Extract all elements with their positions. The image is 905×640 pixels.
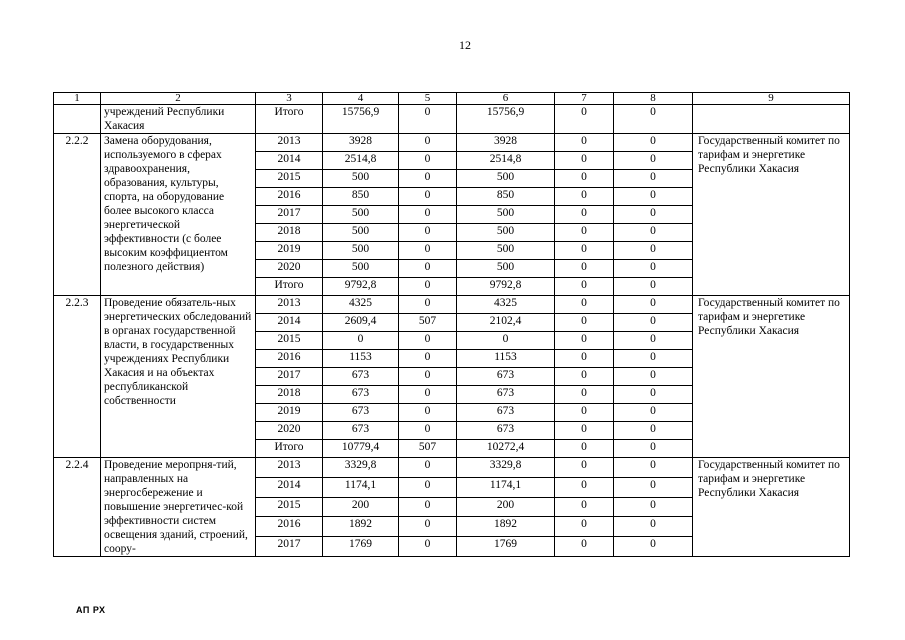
federal-cell: 0 (399, 497, 457, 517)
year-cell: 2015 (256, 332, 323, 350)
section-description: Проведение меропрня-тий, направленных на энергосбережение и повышение энергетичес-кой эффективности систем освещения зданий, строений, соору- (101, 458, 256, 557)
local-cell: 0 (555, 242, 614, 260)
total-cell: 0 (323, 332, 399, 350)
local-cell: 0 (555, 332, 614, 350)
total-cell: 500 (323, 170, 399, 188)
other-cell: 0 (614, 152, 693, 170)
federal-cell: 0 (399, 152, 457, 170)
table-body (54, 93, 850, 557)
other-cell: 0 (614, 517, 693, 537)
federal-cell: 0 (399, 278, 457, 296)
header-cell: 2 (101, 93, 256, 105)
regional-cell: 2102,4 (457, 314, 555, 332)
regional-cell: 15756,9 (457, 105, 555, 134)
header-cell: 9 (693, 93, 850, 105)
total-cell: 1153 (323, 350, 399, 368)
year-cell: 2013 (256, 458, 323, 478)
other-cell: 0 (614, 458, 693, 478)
year-cell: 2016 (256, 188, 323, 206)
section-description: Замена оборудования, используемого в сферах здравоохранения, образования, культуры, спорта, на оборудование более высокого класса энергетической эффективности (с более высоким коэффициентом полезного действия) (101, 134, 256, 296)
federal-cell: 0 (399, 206, 457, 224)
other-cell: 0 (614, 296, 693, 314)
federal-cell: 0 (399, 170, 457, 188)
regional-cell: 673 (457, 386, 555, 404)
year-cell: Итого (256, 440, 323, 458)
regional-cell: 673 (457, 422, 555, 440)
total-cell: 15756,9 (323, 105, 399, 134)
other-cell: 0 (614, 440, 693, 458)
header-cell: 1 (54, 93, 101, 105)
header-cell: 8 (614, 93, 693, 105)
other-cell: 0 (614, 278, 693, 296)
header-cell: 7 (555, 93, 614, 105)
other-cell: 0 (614, 404, 693, 422)
local-cell: 0 (555, 152, 614, 170)
year-cell: Итого (256, 278, 323, 296)
federal-cell: 0 (399, 332, 457, 350)
regional-cell: 1174,1 (457, 477, 555, 497)
federal-cell: 0 (399, 404, 457, 422)
total-cell: 673 (323, 386, 399, 404)
regional-cell: 10272,4 (457, 440, 555, 458)
header-row (54, 93, 850, 105)
local-cell: 0 (555, 314, 614, 332)
local-cell: 0 (555, 537, 614, 557)
total-cell: 500 (323, 224, 399, 242)
federal-cell: 0 (399, 537, 457, 557)
other-cell: 0 (614, 134, 693, 152)
section-code: 2.2.3 (54, 296, 101, 458)
other-cell: 0 (614, 386, 693, 404)
regional-cell: 200 (457, 497, 555, 517)
year-cell: 2017 (256, 206, 323, 224)
regional-cell: 2514,8 (457, 152, 555, 170)
header-cell: 4 (323, 93, 399, 105)
total-cell: 500 (323, 242, 399, 260)
local-cell: 0 (555, 134, 614, 152)
table-row (54, 134, 850, 152)
total-cell: 500 (323, 260, 399, 278)
other-cell: 0 (614, 224, 693, 242)
header-cell: 6 (457, 93, 555, 105)
local-cell: 0 (555, 497, 614, 517)
total-cell: 2609,4 (323, 314, 399, 332)
code-cell (54, 105, 101, 134)
federal-cell: 0 (399, 242, 457, 260)
other-cell: 0 (614, 350, 693, 368)
total-cell: 3928 (323, 134, 399, 152)
regional-cell: 850 (457, 188, 555, 206)
local-cell: 0 (555, 278, 614, 296)
year-cell: 2014 (256, 477, 323, 497)
regional-cell: 1769 (457, 537, 555, 557)
total-cell: 673 (323, 422, 399, 440)
section-organization: Государственный комитет по тарифам и энергетике Республики Хакасия (693, 296, 850, 458)
federal-cell: 0 (399, 260, 457, 278)
section-code: 2.2.4 (54, 458, 101, 557)
other-cell: 0 (614, 105, 693, 134)
other-cell: 0 (614, 537, 693, 557)
local-cell: 0 (555, 350, 614, 368)
year-cell: 2014 (256, 314, 323, 332)
federal-cell: 0 (399, 386, 457, 404)
total-cell: 1174,1 (323, 477, 399, 497)
other-cell: 0 (614, 314, 693, 332)
total-cell: 10779,4 (323, 440, 399, 458)
regional-cell: 500 (457, 242, 555, 260)
federal-cell: 0 (399, 224, 457, 242)
other-cell: 0 (614, 332, 693, 350)
year-cell: 2015 (256, 170, 323, 188)
regional-cell: 1892 (457, 517, 555, 537)
year-cell: 2019 (256, 242, 323, 260)
regional-cell: 673 (457, 404, 555, 422)
local-cell: 0 (555, 188, 614, 206)
regional-cell: 9792,8 (457, 278, 555, 296)
year-cell: 2014 (256, 152, 323, 170)
local-cell: 0 (555, 404, 614, 422)
federal-cell: 0 (399, 296, 457, 314)
total-cell: 9792,8 (323, 278, 399, 296)
regional-cell: 500 (457, 260, 555, 278)
year-cell: 2015 (256, 497, 323, 517)
year-cell: 2019 (256, 404, 323, 422)
continuation-row (54, 105, 850, 134)
header-cell: 5 (399, 93, 457, 105)
local-cell: 0 (555, 458, 614, 478)
other-cell: 0 (614, 206, 693, 224)
federal-cell: 507 (399, 314, 457, 332)
federal-cell: 0 (399, 368, 457, 386)
regional-cell: 4325 (457, 296, 555, 314)
total-cell: 4325 (323, 296, 399, 314)
total-cell: 673 (323, 404, 399, 422)
year-cell: 2017 (256, 537, 323, 557)
other-cell: 0 (614, 422, 693, 440)
regional-cell: 673 (457, 368, 555, 386)
page-number: 12 (459, 38, 471, 52)
total-cell: 673 (323, 368, 399, 386)
year-cell: 2018 (256, 386, 323, 404)
local-cell: 0 (555, 224, 614, 242)
local-cell: 0 (555, 105, 614, 134)
year-cell: 2020 (256, 422, 323, 440)
year-cell: 2018 (256, 224, 323, 242)
local-cell: 0 (555, 206, 614, 224)
local-cell: 0 (555, 368, 614, 386)
total-cell: 1892 (323, 517, 399, 537)
local-cell: 0 (555, 296, 614, 314)
total-cell: 3329,8 (323, 458, 399, 478)
total-cell: 2514,8 (323, 152, 399, 170)
federal-cell: 0 (399, 477, 457, 497)
regional-cell: 3928 (457, 134, 555, 152)
other-cell: 0 (614, 170, 693, 188)
year-cell: 2017 (256, 368, 323, 386)
regional-cell: 500 (457, 170, 555, 188)
header-cell: 3 (256, 93, 323, 105)
local-cell: 0 (555, 260, 614, 278)
federal-cell: 0 (399, 422, 457, 440)
total-cell: 1769 (323, 537, 399, 557)
federal-cell: 0 (399, 105, 457, 134)
regional-cell: 0 (457, 332, 555, 350)
regional-cell: 1153 (457, 350, 555, 368)
table-row (54, 296, 850, 314)
regional-cell: 3329,8 (457, 458, 555, 478)
local-cell: 0 (555, 422, 614, 440)
federal-cell: 0 (399, 188, 457, 206)
description-cell: учреждений Республики Хакасия (101, 105, 256, 134)
federal-cell: 0 (399, 350, 457, 368)
other-cell: 0 (614, 497, 693, 517)
year-cell: Итого (256, 105, 323, 134)
total-cell: 850 (323, 188, 399, 206)
footer-mark: АП РХ (76, 605, 106, 615)
year-cell: 2016 (256, 517, 323, 537)
program-table (53, 92, 850, 557)
local-cell: 0 (555, 386, 614, 404)
organization-cell (693, 105, 850, 134)
local-cell: 0 (555, 517, 614, 537)
other-cell: 0 (614, 260, 693, 278)
section-description: Проведение обязатель-ных энергетических обследований в органах государственной власти, в государственных учреждениях Республики Хакасия и на объектах республиканской собственности (101, 296, 256, 458)
other-cell: 0 (614, 242, 693, 260)
year-cell: 2020 (256, 260, 323, 278)
total-cell: 200 (323, 497, 399, 517)
total-cell: 500 (323, 206, 399, 224)
local-cell: 0 (555, 477, 614, 497)
regional-cell: 500 (457, 224, 555, 242)
federal-cell: 507 (399, 440, 457, 458)
other-cell: 0 (614, 188, 693, 206)
local-cell: 0 (555, 440, 614, 458)
regional-cell: 500 (457, 206, 555, 224)
section-organization: Государственный комитет по тарифам и энергетике Республики Хакасия (693, 134, 850, 296)
year-cell: 2016 (256, 350, 323, 368)
year-cell: 2013 (256, 134, 323, 152)
federal-cell: 0 (399, 517, 457, 537)
table-row (54, 458, 850, 478)
section-code: 2.2.2 (54, 134, 101, 296)
local-cell: 0 (555, 170, 614, 188)
section-organization: Государственный комитет по тарифам и энергетике Республики Хакасия (693, 458, 850, 557)
federal-cell: 0 (399, 134, 457, 152)
year-cell: 2013 (256, 296, 323, 314)
other-cell: 0 (614, 368, 693, 386)
other-cell: 0 (614, 477, 693, 497)
federal-cell: 0 (399, 458, 457, 478)
